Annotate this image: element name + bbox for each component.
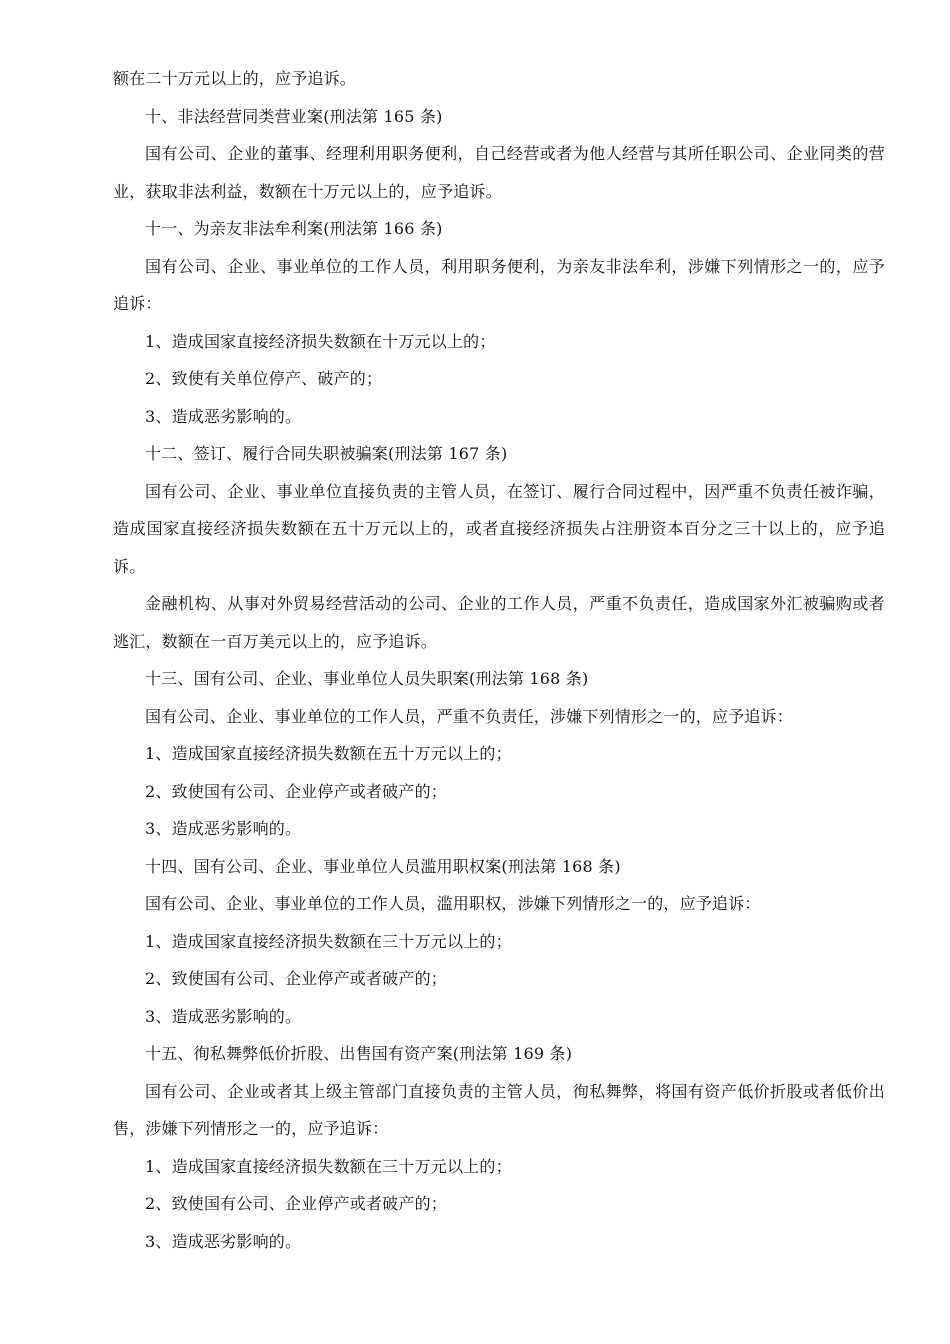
list-item: 3、造成恶劣影响的。: [145, 1006, 302, 1026]
list-item: 3、造成恶劣影响的。: [145, 1231, 302, 1251]
section-heading-12: 十二、签订、履行合同失职被骗案(刑法第 167 条): [145, 444, 508, 463]
paragraph-body: 国有公司、企业、事业单位的工作人员，利用职务便利，为亲友非法牟利，涉嫌下列情形之一的，应予追诉：: [113, 256, 885, 313]
document-body: [113, 60, 885, 1260]
paragraph-body: 国有公司、企业或者其上级主管部门直接负责的主管人员，徇私舞弊，将国有资产低价折股或者低价出售，涉嫌下列情形之一的，应予追诉：: [113, 1081, 885, 1138]
list-item: 1、造成国家直接经济损失数额在五十万元以上的；: [145, 744, 512, 763]
section-heading-11: 十一、为亲友非法牟利案(刑法第 166 条): [145, 219, 443, 238]
section-heading-10: 十、非法经营同类营业案(刑法第 165 条): [145, 106, 443, 126]
list-item: 2、致使国有公司、企业停产或者破产的；: [145, 969, 447, 988]
paragraph-body: 国有公司、企业、事业单位直接负责的主管人员，在签订、履行合同过程中，因严重不负责任被诈骗，造成国家直接经济损失数额在五十万元以上的，或者直接经济损失占注册资本百分之三十以上的，应予追诉。: [113, 481, 885, 576]
paragraph-body: 国有公司、企业、事业单位的工作人员，严重不负责任，涉嫌下列情形之一的，应予追诉：: [145, 706, 794, 726]
paragraph-continuation: 额在二十万元以上的，应予追诉。: [113, 69, 357, 88]
list-item: 1、造成国家直接经济损失数额在十万元以上的；: [145, 331, 496, 351]
paragraph-body: 国有公司、企业的董事、经理利用职务便利，自己经营或者为他人经营与其所任职公司、企业同类的营业，获取非法利益，数额在十万元以上的，应予追诉。: [113, 144, 885, 201]
section-heading-15: 十五、徇私舞弊低价折股、出售国有资产案(刑法第 169 条): [145, 1044, 573, 1063]
list-item: 2、致使国有公司、企业停产或者破产的；: [145, 781, 447, 801]
list-item: 3、造成恶劣影响的。: [145, 406, 302, 426]
list-item: 2、致使国有公司、企业停产或者破产的；: [145, 1194, 447, 1213]
section-heading-14: 十四、国有公司、企业、事业单位人员滥用职权案(刑法第 168 条): [145, 856, 621, 876]
list-item: 3、造成恶劣影响的。: [145, 819, 302, 838]
paragraph-body: 金融机构、从事对外贸易经营活动的公司、企业的工作人员，严重不负责任，造成国家外汇被骗购或者逃汇，数额在一百万美元以上的，应予追诉。: [113, 594, 885, 651]
list-item: 2、致使有关单位停产、破产的；: [145, 369, 383, 388]
list-item: 1、造成国家直接经济损失数额在三十万元以上的；: [145, 1156, 512, 1176]
section-heading-13: 十三、国有公司、企业、事业单位人员失职案(刑法第 168 条): [145, 669, 589, 688]
list-item: 1、造成国家直接经济损失数额在三十万元以上的；: [145, 931, 512, 951]
paragraph-body: 国有公司、企业、事业单位的工作人员，滥用职权，涉嫌下列情形之一的，应予追诉：: [145, 894, 761, 913]
